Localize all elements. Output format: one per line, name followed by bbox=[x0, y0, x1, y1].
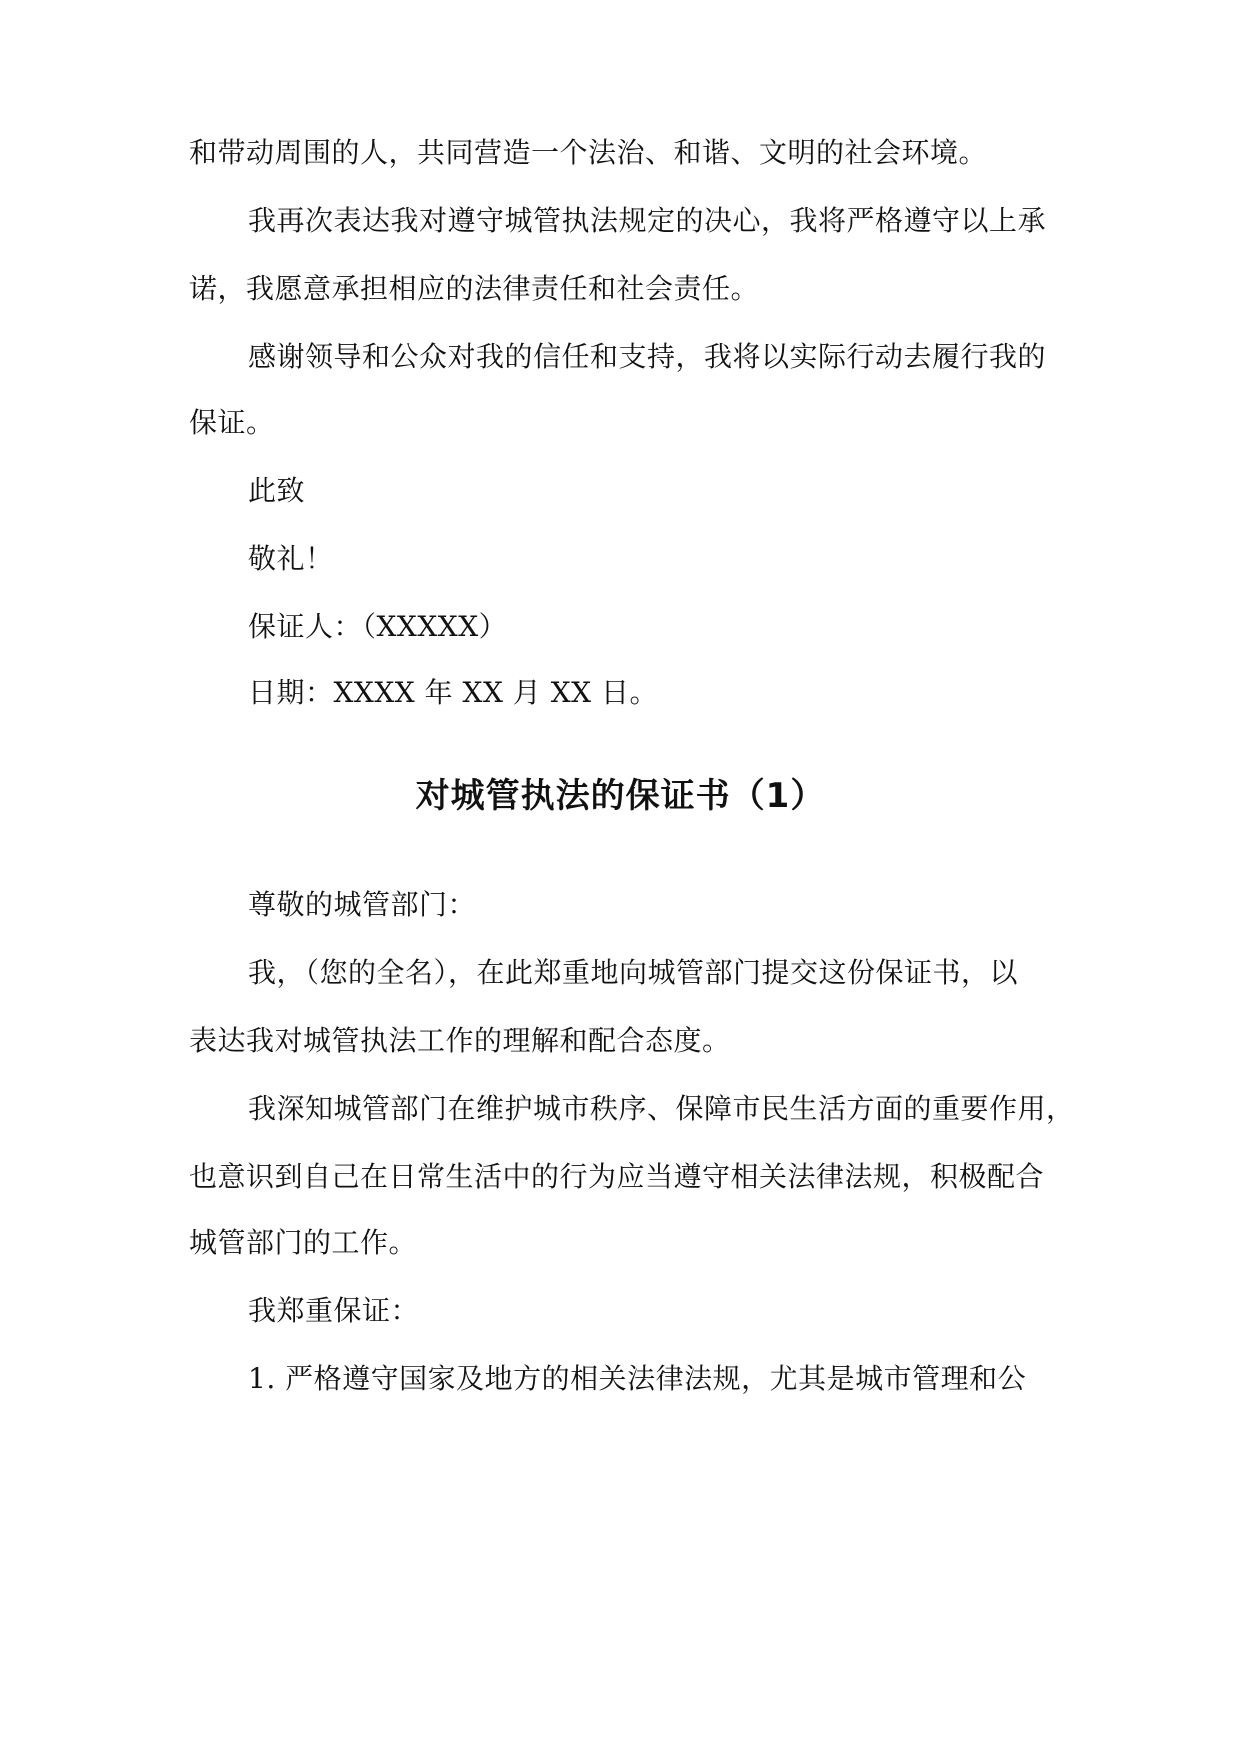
closing-line: 敬礼！ bbox=[248, 542, 334, 575]
body-text-line: 城管部门的工作。 bbox=[189, 1226, 418, 1259]
body-text-line: 诺，我愿意承担相应的法律责任和社会责任。 bbox=[189, 272, 760, 305]
pledge-intro: 我郑重保证： bbox=[248, 1294, 420, 1327]
closing-line: 此致 bbox=[248, 474, 306, 507]
body-text-line: 我再次表达我对遵守城管执法规定的决心，我将严格遵守以上承 bbox=[248, 204, 1047, 237]
pledge-item: 1. 严格遵守国家及地方的相关法律法规，尤其是城市管理和公 bbox=[248, 1362, 1027, 1395]
date-line: 日期：XXXX 年 XX 月 XX 日。 bbox=[248, 676, 658, 709]
body-text-line: 和带动周围的人，共同营造一个法治、和谐、文明的社会环境。 bbox=[189, 136, 988, 169]
body-text-line: 表达我对城管执法工作的理解和配合态度。 bbox=[189, 1024, 731, 1057]
body-text-line: 我，（您的全名），在此郑重地向城管部门提交这份保证书，以 bbox=[248, 956, 1019, 989]
body-text-line: 也意识到自己在日常生活中的行为应当遵守相关法律法规，积极配合 bbox=[189, 1160, 1045, 1193]
body-text-line: 我深知城管部门在维护城市秩序、保障市民生活方面的重要作用， bbox=[248, 1092, 1075, 1125]
body-text-line: 感谢领导和公众对我的信任和支持，我将以实际行动去履行我的 bbox=[248, 340, 1047, 373]
salutation: 尊敬的城管部门： bbox=[248, 888, 477, 921]
body-text-line: 保证。 bbox=[189, 406, 275, 439]
guarantor-line: 保证人：（XXXXX） bbox=[248, 610, 508, 643]
document-title: 对城管执法的保证书（1） bbox=[415, 776, 826, 816]
